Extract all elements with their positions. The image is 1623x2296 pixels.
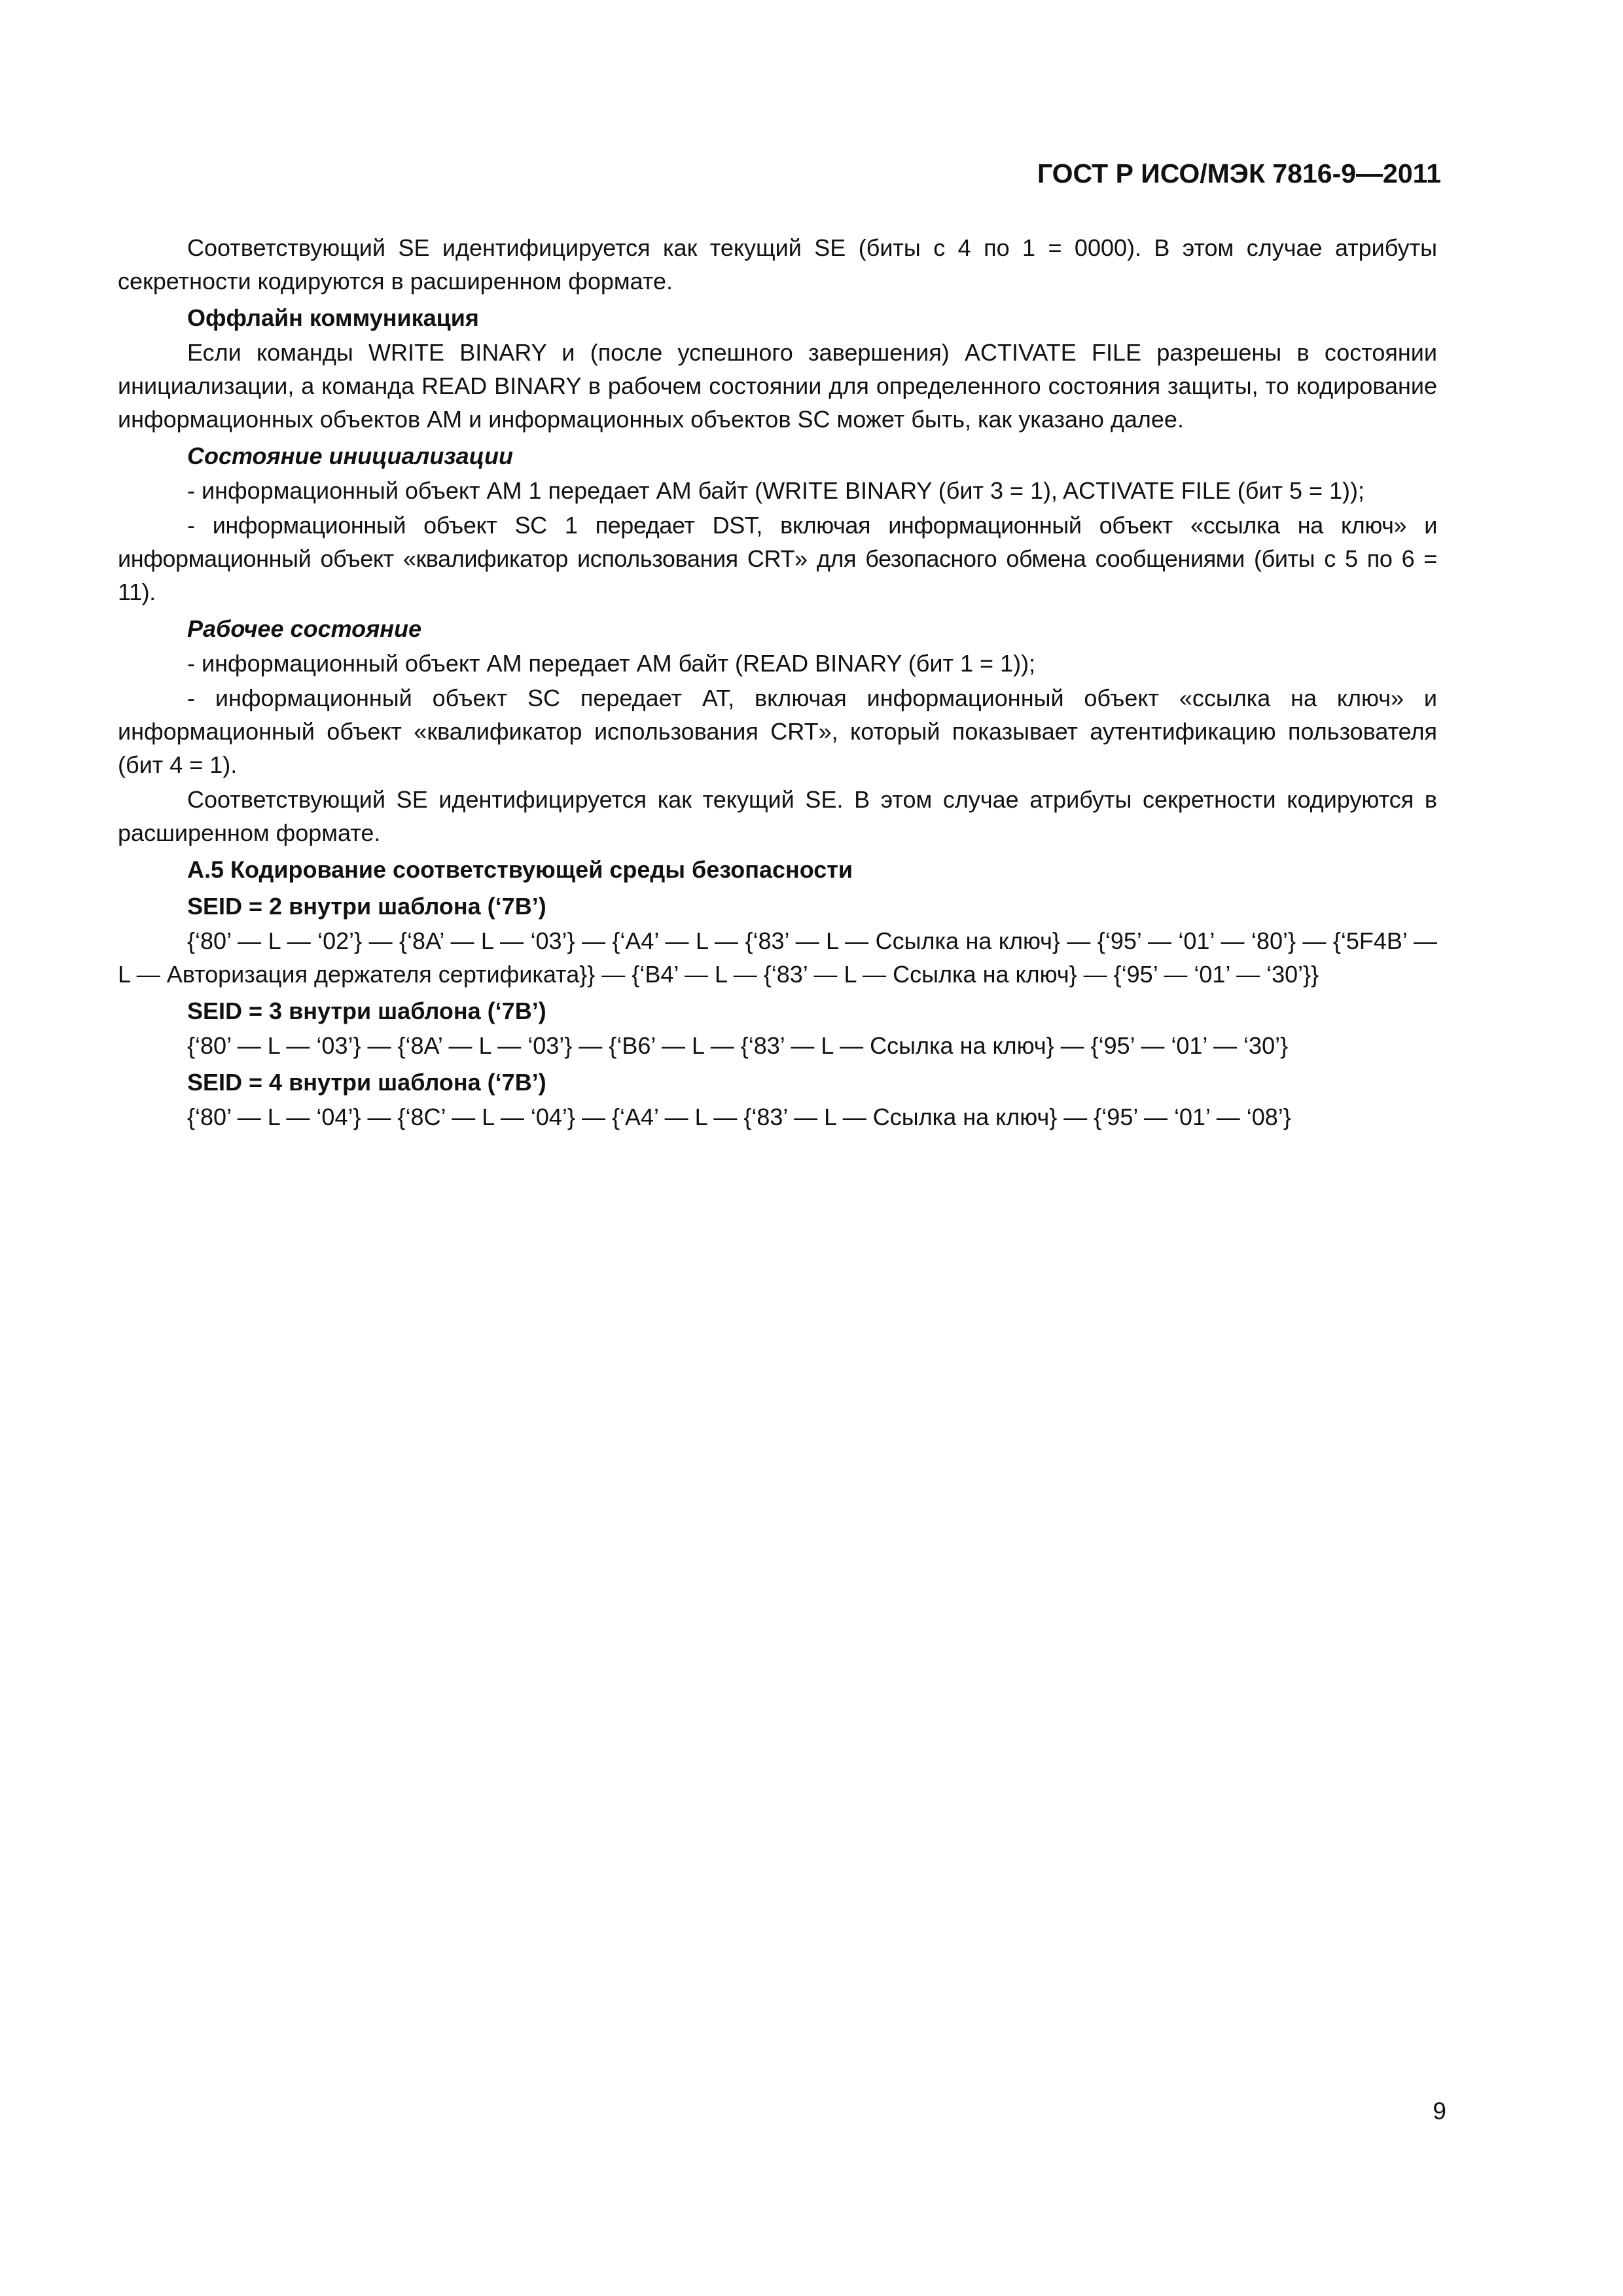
code-seid-4: {‘80’ — L — ‘04’} — {‘8C’ — L — ‘04’} — {‘A4’ — L — {‘83’ — L — Ссылка на ключ} — {‘95’ — ‘01’ — ‘08’} bbox=[187, 1103, 1291, 1130]
heading-initialization-state: Состояние инициализации bbox=[187, 442, 513, 469]
heading-offline-communication: Оффлайн коммуникация bbox=[187, 304, 479, 331]
list-item-work-am: - информационный объект AM передает AM байт (READ BINARY (бит 1 = 1)); bbox=[187, 650, 1036, 677]
list-item-init-sc: - информационный объект SC 1 передает DST, включая информационный объект «ссылка на ключ» и информационный объект «квалификатор использования CRT» для безопасного обмена сообщениями (биты с 5 по 6 = 11). bbox=[118, 512, 1437, 605]
list-item-work-sc: - информационный объект SC передает AT, включая информационный объект «ссылка на ключ» и информационный объект «квалификатор использования CRT», который показывает аутентификацию пользователя (бит 4 = 1). bbox=[118, 685, 1437, 778]
heading-seid-2: SEID = 2 внутри шаблона (‘7B’) bbox=[187, 893, 546, 920]
heading-section-a5: А.5 Кодирование соответствующей среды безопасности bbox=[187, 856, 853, 883]
paragraph-offline-commands: Если команды WRITE BINARY и (после успешного завершения) ACTIVATE FILE разрешены в состоянии инициализации, а команда READ BINARY в рабочем состоянии для определенного состояния защиты, то кодирование информационных объектов AM и информационных объектов SC может быть, как указано далее. bbox=[118, 339, 1437, 433]
page-number: 9 bbox=[1433, 2098, 1446, 2125]
document-body bbox=[118, 231, 1437, 1135]
heading-seid-3: SEID = 3 внутри шаблона (‘7B’) bbox=[187, 997, 546, 1024]
heading-seid-4: SEID = 4 внутри шаблона (‘7B’) bbox=[187, 1069, 546, 1096]
heading-operational-state: Рабочее состояние bbox=[187, 615, 422, 642]
list-item-init-am: - информационный объект AM 1 передает AM байт (WRITE BINARY (бит 3 = 1), ACTIVATE FILE (бит 5 = 1)); bbox=[187, 477, 1365, 504]
paragraph-current-se: Соответствующий SE идентифицируется как текущий SE (биты с 4 по 1 = 0000). В этом случае атрибуты секретности кодируются в расширенном формате. bbox=[118, 234, 1437, 295]
paragraph-current-se-extended: Соответствующий SE идентифицируется как текущий SE. В этом случае атрибуты секретности кодируются в расширенном формате. bbox=[118, 786, 1437, 846]
code-seid-3: {‘80’ — L — ‘03’} — {‘8A’ — L — ‘03’} — {‘B6’ — L — {‘83’ — L — Ссылка на ключ} — {‘95’ — ‘01’ — ‘30’} bbox=[187, 1032, 1289, 1059]
code-seid-2: {‘80’ — L — ‘02’} — {‘8A’ — L — ‘03’} — {‘A4’ — L — {‘83’ — L — Ссылка на ключ} — {‘95’ — ‘01’ — ‘80’} — {‘5F4B’ — L — Авторизация держателя сертификата}} — {‘B4’ — L — {‘83’ — L — Ссылка на ключ} — {‘95’ — ‘01’ — ‘30’}} bbox=[118, 927, 1437, 988]
document-header: ГОСТ Р ИСО/МЭК 7816-9—2011 bbox=[1037, 158, 1441, 188]
